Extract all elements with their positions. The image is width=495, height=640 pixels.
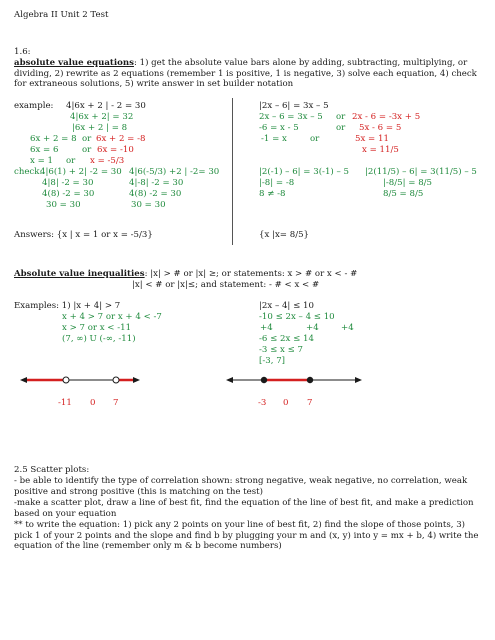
scatter-p3: ** to write the equation: 1) pick any 2 points on your line of best fit, 2) find the slope of those points, 3) pick 1 of your 2 points and the slope and find b by plugging your m and (x, y) into y = mx + b, 4) write the equation of the line (remember only m & b become numbers)	[14, 520, 479, 552]
ineq-l1: x + 4 > 7 or x + 4 < -7	[62, 312, 162, 322]
closed-point-7	[307, 377, 313, 383]
page-title: Algebra II Unit 2 Test	[14, 10, 109, 20]
ineq-r2: -10 ≤ 2x – 4 ≤ 10	[259, 312, 335, 322]
eq-line-5a: 6x = 6	[30, 145, 59, 155]
r-eq-3b: 5x - 6 = 5	[359, 123, 402, 133]
answer-left: Answers: {x | x = 1 or x = -5/3}	[14, 230, 153, 240]
r-eq-1: |2x – 6| = 3x – 5	[259, 101, 329, 111]
ineq-r4: -6 ≤ 2x ≤ 14	[259, 334, 314, 344]
r-check-1a: |2(-1) – 6| = 3(-1) – 5	[259, 167, 349, 177]
r-or: or	[336, 112, 346, 122]
ineq-r3c: +4	[341, 323, 354, 333]
eq-line-6b: x = -5/3	[90, 156, 125, 166]
r-eq-3a: -6 = x - 5	[259, 123, 299, 133]
r-eq-2a: 2x – 6 = 3x – 5	[259, 112, 323, 122]
eq-line-3: |6x + 2 | = 8	[72, 123, 128, 133]
ineq-r6: [-3, 7]	[259, 356, 286, 366]
inequalities-heading: Absolute value inequalities	[14, 269, 145, 279]
eq-line-6a: x = 1	[30, 156, 53, 166]
section-heading: absolute value equations	[14, 58, 134, 68]
answer-right: {x |x= 8/5}	[259, 230, 310, 240]
ineq-r5: -3 ≤ x ≤ 7	[259, 345, 304, 355]
check-2b: 4|-8| -2 = 30	[129, 178, 184, 188]
ineq-l2: x > 7 or x < -11	[62, 323, 132, 333]
eq-line-4a: 6x + 2 = 8	[30, 134, 77, 144]
r-check-2a: |-8| = -8	[259, 178, 295, 188]
scatter-p1: - be able to identify the type of correlation shown: strong negative, weak negative, no correlation, weak positive and strong positive (this is matching on the test)	[14, 476, 468, 497]
eq-or: or	[66, 156, 76, 166]
nl-right-label-c: 7	[307, 398, 313, 408]
r-check-1b: |2(11/5) – 6| = 3(11/5) – 5	[365, 167, 477, 177]
check-4b: 30 = 30	[131, 200, 166, 210]
arrow-left-icon	[226, 377, 233, 383]
r-or: or	[310, 134, 320, 144]
scatter-heading: 2.5 Scatter plots:	[14, 465, 90, 475]
open-point-minus-11	[63, 377, 69, 383]
r-eq-4a: -1 = x	[261, 134, 287, 144]
check-1b: 4|6(-5/3) +2 | -2= 30	[129, 167, 220, 177]
eq-or: or	[82, 145, 92, 155]
scatter-p2: -make a scatter plot, draw a line of best fit, find the equation of the line of best fit, and make a prediction based on your equation	[14, 498, 474, 519]
eq-line-5b: 6x = -10	[97, 145, 134, 155]
arrow-right-icon	[133, 377, 140, 383]
example-label: example:	[14, 101, 54, 111]
nl-left-label-a: -11	[58, 398, 72, 408]
nl-left-label-b: 0	[90, 398, 96, 408]
arrow-right-icon	[355, 377, 362, 383]
open-point-7	[113, 377, 119, 383]
check-1a: 4|6(1) + 2| -2 = 30	[40, 167, 122, 177]
r-eq-4b: 5x = 11	[355, 134, 389, 144]
closed-point-minus-3	[261, 377, 267, 383]
section-intro-text: : 1) get the absolute value bars alone by adding, subtracting, multiplying, or dividing, 2) rewrite as 2 equations (remember 1 is positive, 1 is negative, 3) solve each equation, 4) check for extraneous solutions, 5) write answer in set builder notation	[14, 58, 477, 90]
r-check-3b: 8/5 = 8/5	[383, 189, 424, 199]
arrow-left-icon	[20, 377, 27, 383]
check-4a: 30 = 30	[46, 200, 81, 210]
eq-or: or	[82, 134, 92, 144]
ineq-r3b: +4	[306, 323, 319, 333]
r-eq-5: x = 11/5	[362, 145, 399, 155]
r-or: or	[336, 123, 346, 133]
r-check-2b: |-8/5| = 8/5	[383, 178, 433, 188]
check-2a: 4|8| -2 = 30	[42, 178, 94, 188]
check-3b: 4(8) -2 = 30	[129, 189, 182, 199]
eq-line-1: 4|6x + 2 | - 2 = 30	[66, 101, 146, 111]
inequalities-rule-1-text: : |x| > # or |x| ≥; or statements: x > # or x < - #	[144, 269, 358, 279]
number-line-left-graphic	[20, 377, 140, 383]
nl-left-label-c: 7	[113, 398, 119, 408]
ineq-r3a: +4	[260, 323, 273, 333]
nl-right-label-a: -3	[258, 398, 267, 408]
check-3a: 4(8) -2 = 30	[42, 189, 95, 199]
nl-right-label-b: 0	[283, 398, 289, 408]
check-label: check:	[14, 167, 43, 177]
r-check-3a: 8 ≠ -8	[259, 189, 286, 199]
section-number: 1.6:	[14, 47, 31, 57]
r-eq-2b: 2x - 6 = -3x + 5	[352, 112, 421, 122]
ineq-l3: (7, ∞) U (-∞, -11)	[62, 334, 136, 344]
eq-line-4b: 6x + 2 = -8	[96, 134, 146, 144]
examples-label: Examples: 1) |x + 4| > 7	[14, 301, 121, 311]
number-line-right-graphic	[226, 377, 362, 383]
ineq-r1: |2x – 4| ≤ 10	[259, 301, 314, 311]
inequalities-rule-2: |x| < # or |x|≤; and statement: - # < x < #	[132, 280, 320, 290]
eq-line-2: 4|6x + 2| = 32	[70, 112, 134, 122]
